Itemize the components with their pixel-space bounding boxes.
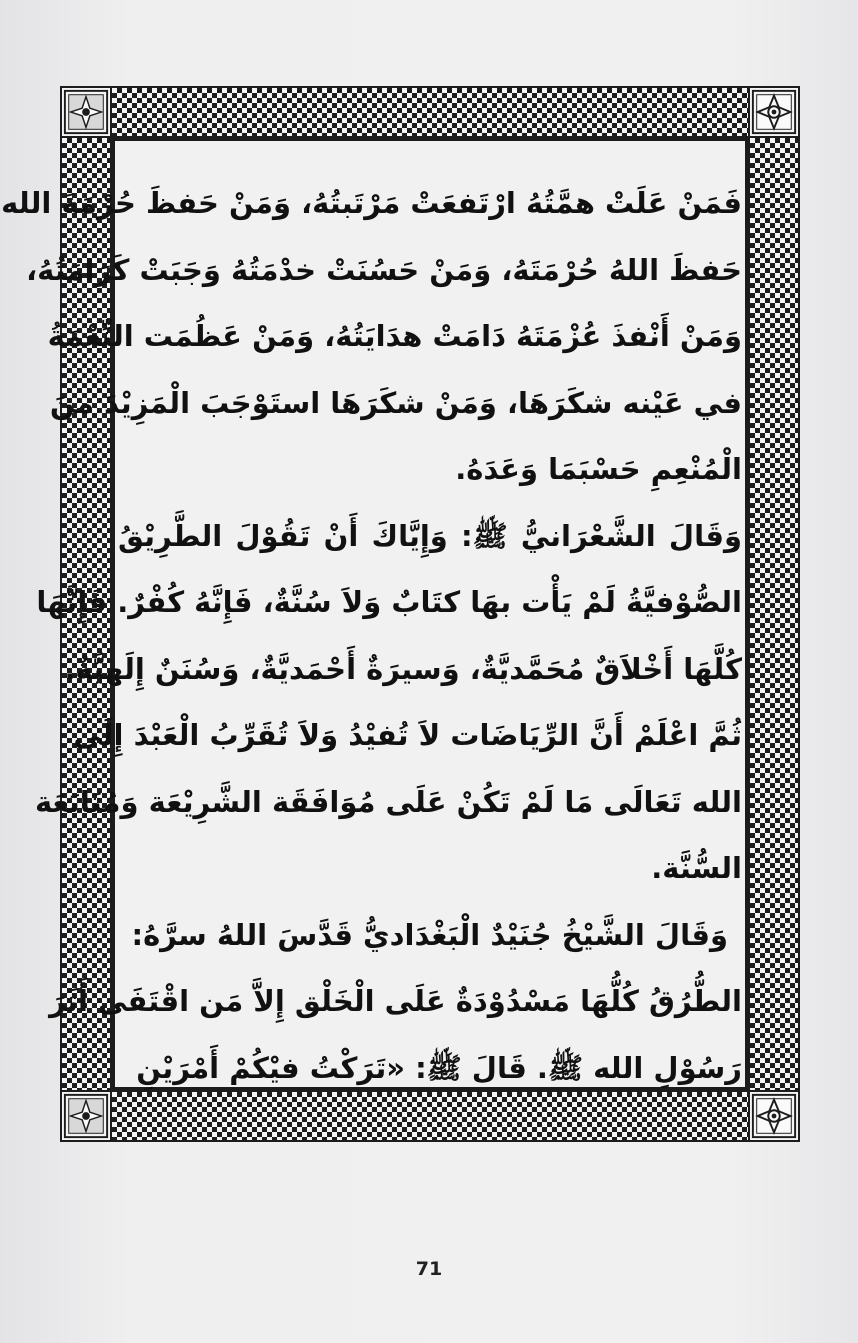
text-line: وَقَالَ الشَّيْخُ جُنَيْدٌ الْبَغْدَاديُّ قَدَّسَ اللهُ سرَّهُ: bbox=[131, 917, 728, 952]
page-number: 71 bbox=[415, 1258, 443, 1280]
text-line: الله تَعَالَى مَا لَمْ تَكُنْ عَلَى مُوَافَقَة الشَّرِيْعَة وَمُتَابَعَة bbox=[34, 784, 742, 819]
corner-ornament-bottom-left-icon bbox=[60, 1090, 112, 1142]
text-line: الطُّرُقُ كُلُّهَا مَسْدُوْدَةٌ عَلَى الْخَلْق إِلاَّ مَن اقْتَفَى أَثَرَ bbox=[49, 984, 742, 1018]
border-strip-top bbox=[60, 86, 800, 138]
corner-ornament-top-left-icon bbox=[60, 86, 112, 138]
corner-ornament-bottom-right-icon bbox=[748, 1090, 800, 1142]
text-line: وَمَنْ أَنْفذَ عُزْمَتَهُ دَامَتْ هدَايَتُهُ، وَمَنْ عَظُمَت النِّعْمَةُ bbox=[47, 319, 742, 353]
text-line: في عَيْنه شكَرَهَا، وَمَنْ شكَرَهَا استَوْجَبَ الْمَزِيْدَ منَ bbox=[49, 385, 742, 420]
text-line: حَفظَ اللهُ حُرْمَتَهُ، وَمَنْ حَسُنَتْ خدْمَتُهُ وَجَبَتْ كَرَامَتُهُ، bbox=[26, 252, 742, 287]
text-line: الْمُنْعِمِ حَسْبَمَا وَعَدَهُ. bbox=[455, 452, 742, 486]
corner-ornament-top-right-icon bbox=[748, 86, 800, 138]
text-line: وَقَالَ الشَّعْرَانيُّ ﷺ: وَإِيَّاكَ أَنْ تَقُوْلَ الطَّرِيْقُ bbox=[118, 518, 742, 553]
text-line: فَمَنْ عَلَتْ همَّتُهُ ارْتَفعَتْ مَرْتَبتُهُ، وَمَنْ حَفظَ حُرْمَةَ الله bbox=[1, 186, 742, 220]
text-line: كُلَّهَا أَخْلاَقٌ مُحَمَّديَّةٌ، وَسيرَةٌ أَحْمَديَّةٌ، وَسُنَنٌ إِلَهيَّةٌ. bbox=[64, 651, 742, 686]
text-line: الصُّوْفيَّةُ لَمْ يَأْت بهَا كتَابٌ وَلاَ سُنَّةٌ، فَإِنَّهُ كُفْرٌ. فَإِنَّهَا bbox=[36, 585, 742, 619]
text-line: السُّنَّة. bbox=[651, 851, 742, 885]
text-line: رَسُوْلِ الله ﷺ. قَالَ ﷺ: «تَرَكْتُ فيْكُمْ أَمْرَيْنِ bbox=[136, 1050, 742, 1085]
border-strip-right bbox=[748, 86, 800, 1142]
arabic-body-text bbox=[1, 170, 742, 1101]
text-line: ثُمَّ اعْلَمْ أَنَّ الرِّيَاضَات لاَ تُفيْدُ وَلاَ تُقَرِّبُ الْعَبْدَ إِلَى bbox=[73, 718, 742, 752]
